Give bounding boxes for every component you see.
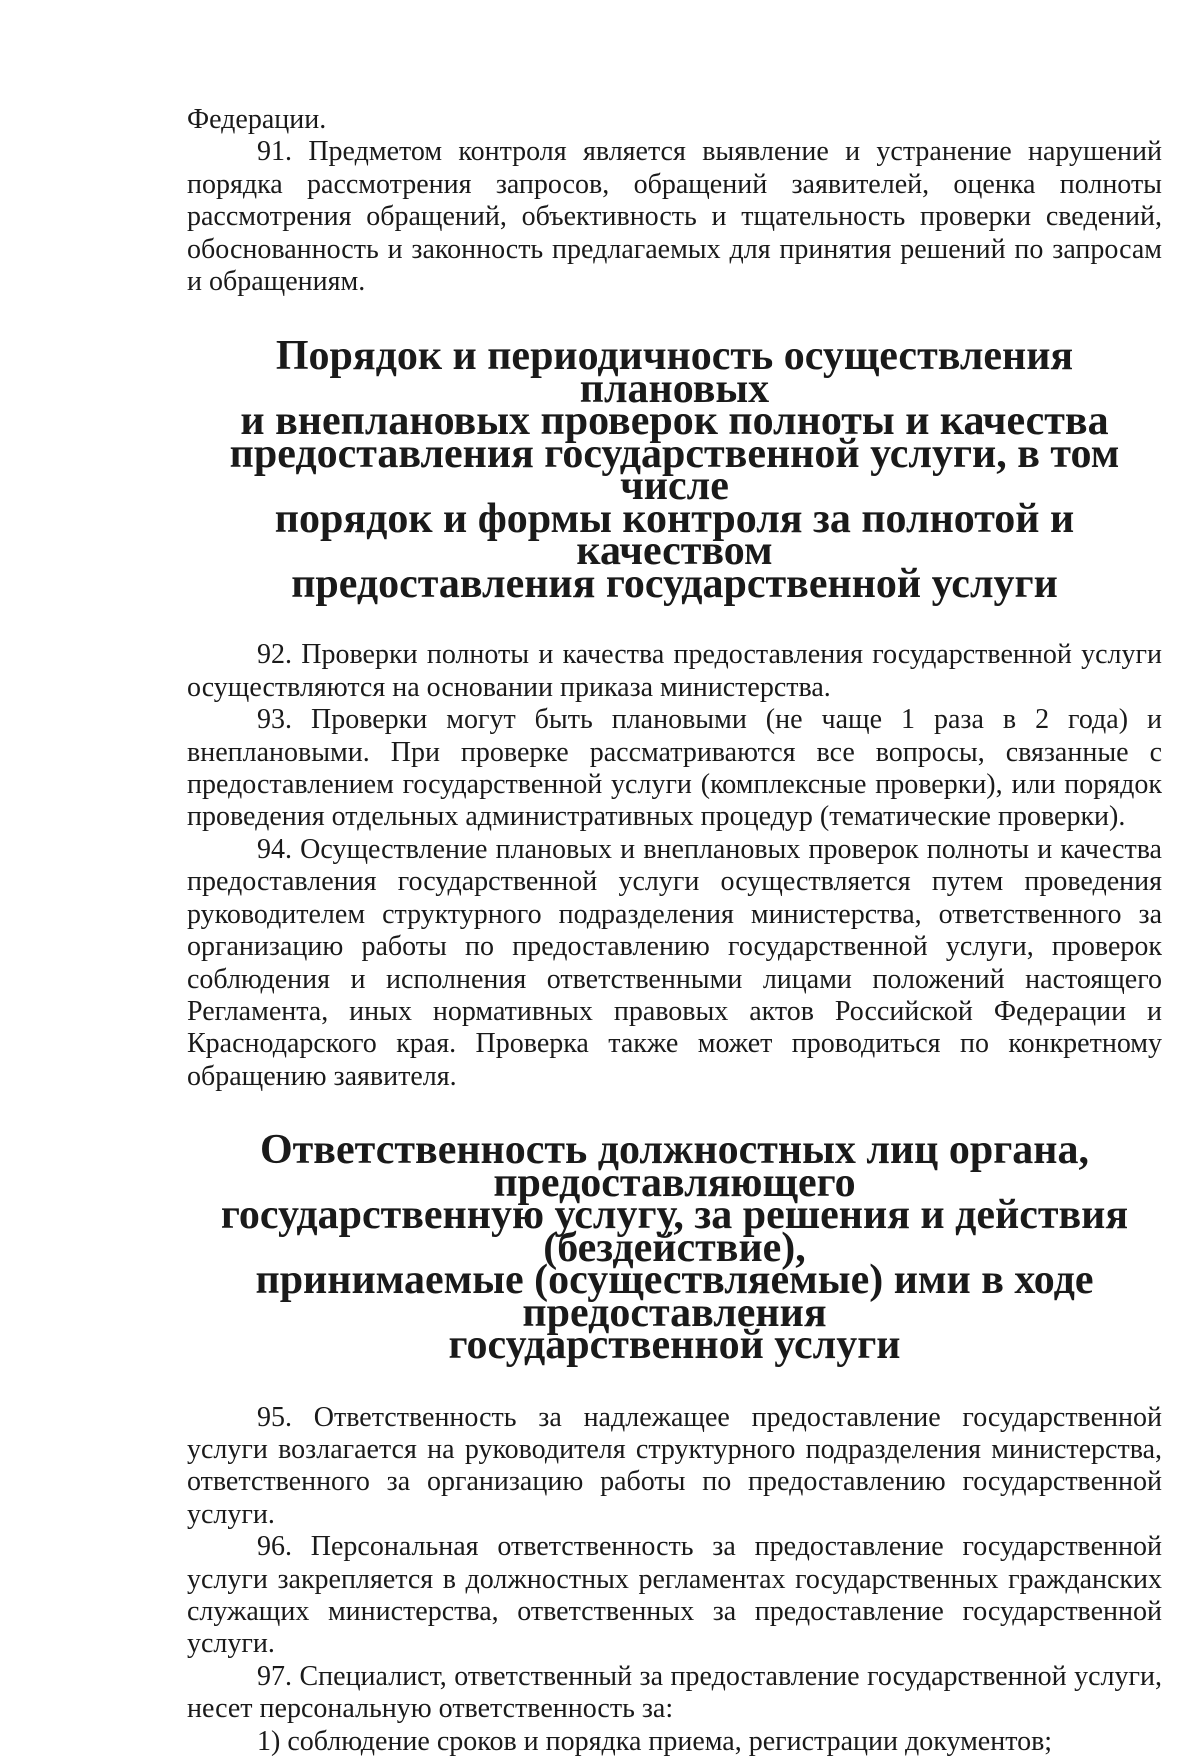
heading-line: порядок и формы контроля за полнотой и качеством (274, 495, 1075, 575)
heading-line: Ответственность должностных лиц органа, предоставляющего (259, 1127, 1089, 1206)
paragraph-91: 91. Предметом контроля является выявление и устранение нарушений порядка рассмотрения запросов, обращений заявителей, оценка полноты рассмотрения обращений, объективность и тщательность проверки сведений, обоснованность и законность предлагаемых для принятия решений по запросам и обращениям. (187, 136, 1162, 298)
paragraph-95: 95. Ответственность за надлежащее предоставление государственной услуги возлагается на руководителя структурного подразделения министерства, ответственного за организацию работы по предоставлению государственной услуги. (187, 1401, 1162, 1530)
heading-line: предоставления государственной услуги, в том числе (229, 430, 1120, 510)
list-item-1: 1) соблюдение сроков и порядка приема, регистрации документов; (257, 1725, 1053, 1757)
heading-line: государственной услуги (448, 1322, 901, 1369)
document-body (187, 104, 1162, 1758)
lead-fragment: Федерации. (187, 104, 327, 135)
paragraph-97: 97. Специалист, ответственный за предоставление государственной услуги, несет персональную ответственность за: (187, 1660, 1162, 1725)
heading-line: государственную услугу, за решения и действия (бездействие), (220, 1192, 1129, 1271)
paragraph-93: 93. Проверки могут быть плановыми (не чаще 1 раза в 2 года) и внеплановыми. При проверке рассматриваются все вопросы, связанные с предоставлением государственной услуги (комплексные проверки), или порядок проведения отдельных административных процедур (тематические проверки). (187, 704, 1162, 833)
heading-line: и внеплановых проверок полноты и качества (240, 398, 1109, 445)
paragraph-96: 96. Персональная ответственность за предоставление государственной услуги закрепляется в должностных регламентах государственных гражданских служащих министерства, ответственных за предоставление государственной услуги. (187, 1531, 1162, 1660)
heading-line: принимаемые (осуществляемые) ими в ходе предоставления (255, 1257, 1094, 1336)
section-heading-inspections (187, 333, 1162, 607)
paragraph-94: 94. Осуществление плановых и внеплановых проверок полноты и качества предоставления государственной услуги осуществляется путем проведения руководителем структурного подразделения министерства, ответственного за организацию работы по предоставлению государственной услуги, проверок соблюдения и исполнения ответственными лицами положений настоящего Регламента, иных нормативных правовых актов Российской Федерации и Краснодарского края. Проверка также может проводиться по конкретному обращению заявителя. (187, 833, 1162, 1092)
heading-line: предоставления государственной услуги (291, 560, 1058, 607)
heading-line: Порядок и периодичность осуществления плановых (275, 333, 1074, 412)
paragraph-92: 92. Проверки полноты и качества предоставления государственной услуги осуществляются на основании приказа министерства. (187, 639, 1162, 703)
section-heading-responsibility (187, 1127, 1162, 1369)
